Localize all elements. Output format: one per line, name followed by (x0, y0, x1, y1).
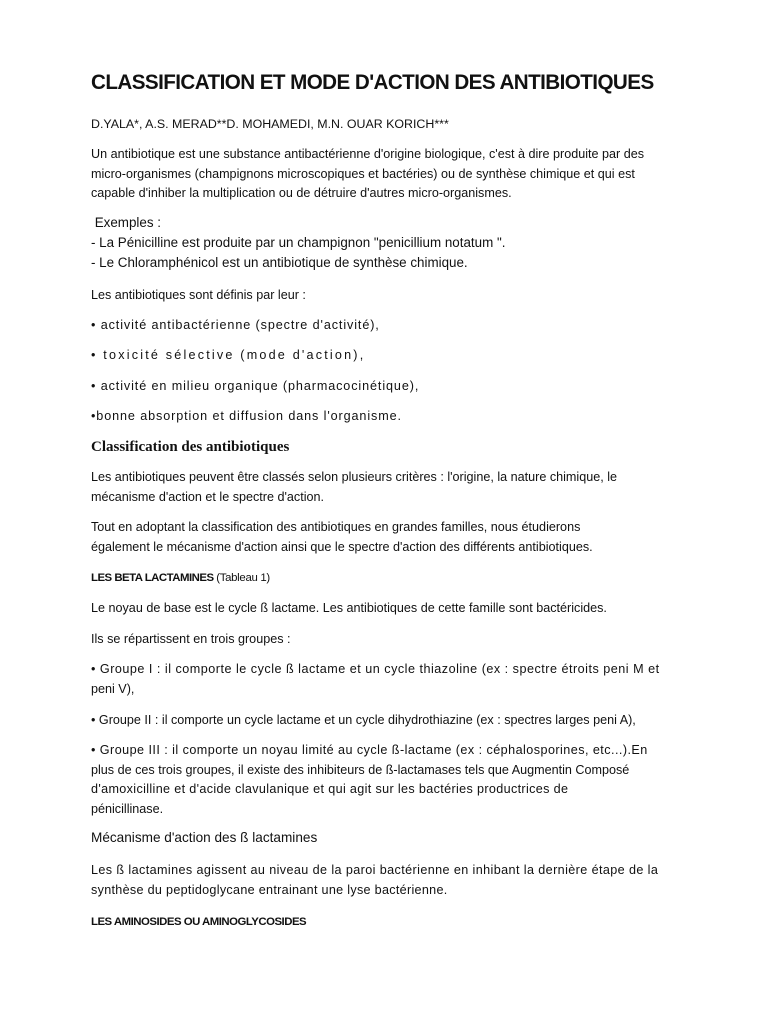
group-1-paragraph (91, 660, 691, 699)
mechanism-line: synthèse du peptidoglycane entrainant une lyse bactérienne. (91, 882, 448, 897)
intro-paragraph (91, 145, 691, 204)
aminosides-heading: LES AMINOSIDES OU AMINOGLYCOSIDES (91, 916, 307, 928)
beta-lactamines-heading (91, 572, 270, 584)
adoption-paragraph (91, 518, 691, 557)
beta-base-text: Le noyau de base est le cycle ß lactame. Les antibiotiques de cette famille sont bactéricides. (91, 601, 607, 615)
group-2-paragraph: • Groupe II : il comporte un cycle lactame et un cycle dihydrothiazine (ex : spectres larges peni A), (91, 713, 636, 727)
property-item: • activité en milieu organique (pharmacocinétique), (91, 379, 420, 393)
group-3-line: plus de ces trois groupes, il existe des inhibiteurs de ß-lactamases tels que Augmentin Composé (91, 762, 630, 777)
group-3-line: • Groupe III : il comporte un noyau limité au cycle ß-lactame (ex : céphalosporines, etc...).En (91, 743, 648, 757)
page-title: CLASSIFICATION ET MODE D'ACTION DES ANTIBIOTIQUES (91, 70, 654, 94)
examples-label: Exemples : (91, 215, 161, 230)
group-1-line: peni V), (91, 681, 135, 696)
adoption-line: Tout en adoptant la classification des antibiotiques en grandes familles, nous étudierons (91, 520, 581, 534)
classification-line: mécanisme d'action et le spectre d'action. (91, 489, 325, 504)
examples-block (91, 213, 691, 273)
classification-heading: Classification des antibiotiques (91, 439, 290, 455)
group-3-line: pénicillinase. (91, 801, 164, 816)
group-3-line: d'amoxicilline et d'acide clavulanique et qui agit sur les bactéries productrices de (91, 782, 569, 796)
example-item: - La Pénicilline est produite par un champignon "penicillium notatum ". (91, 235, 506, 250)
mechanism-line: Les ß lactamines agissent au niveau de la paroi bactérienne en inhibant la dernière étape de la (91, 863, 659, 877)
mechanism-paragraph (91, 861, 691, 900)
mechanism-heading: Mécanisme d'action des ß lactamines (91, 830, 318, 845)
classification-paragraph (91, 468, 691, 507)
property-item: • activité antibactérienne (spectre d'activité), (91, 318, 380, 332)
adoption-line: également le mécanisme d'action ainsi que le spectre d'action des différents antibiotiques. (91, 539, 593, 554)
beta-heading-text: LES BETA LACTAMINES (91, 572, 214, 584)
authors-line: D.YALA*, A.S. MERAD**D. MOHAMEDI, M.N. OUAR KORICH*** (91, 117, 449, 131)
classification-line: Les antibiotiques peuvent être classés selon plusieurs critères : l'origine, la nature chimique, le (91, 470, 618, 484)
property-item: •bonne absorption et diffusion dans l'organisme. (91, 409, 402, 423)
intro-line: Un antibiotique est une substance antibactérienne d'origine biologique, c'est à dire produite par des (91, 147, 645, 161)
groups-intro-text: Ils se répartissent en trois groupes : (91, 632, 291, 646)
group-1-line: • Groupe I : il comporte le cycle ß lactame et un cycle thiazoline (ex : spectre étroits peni M et (91, 662, 660, 676)
property-item: • toxicité sélective (mode d'action), (91, 348, 366, 362)
example-item: - Le Chloramphénicol est un antibiotique de synthèse chimique. (91, 255, 468, 270)
beta-heading-note: (Tableau 1) (216, 572, 270, 584)
intro-line: capable d'inhiber la multiplication ou de détruire d'autres micro-organismes. (91, 186, 512, 200)
intro-line: micro-organismes (champignons microscopiques et bactéries) ou de synthèse chimique et qui est (91, 166, 635, 181)
defined-by-text: Les antibiotiques sont définis par leur : (91, 288, 306, 302)
group-3-paragraph (91, 741, 691, 819)
